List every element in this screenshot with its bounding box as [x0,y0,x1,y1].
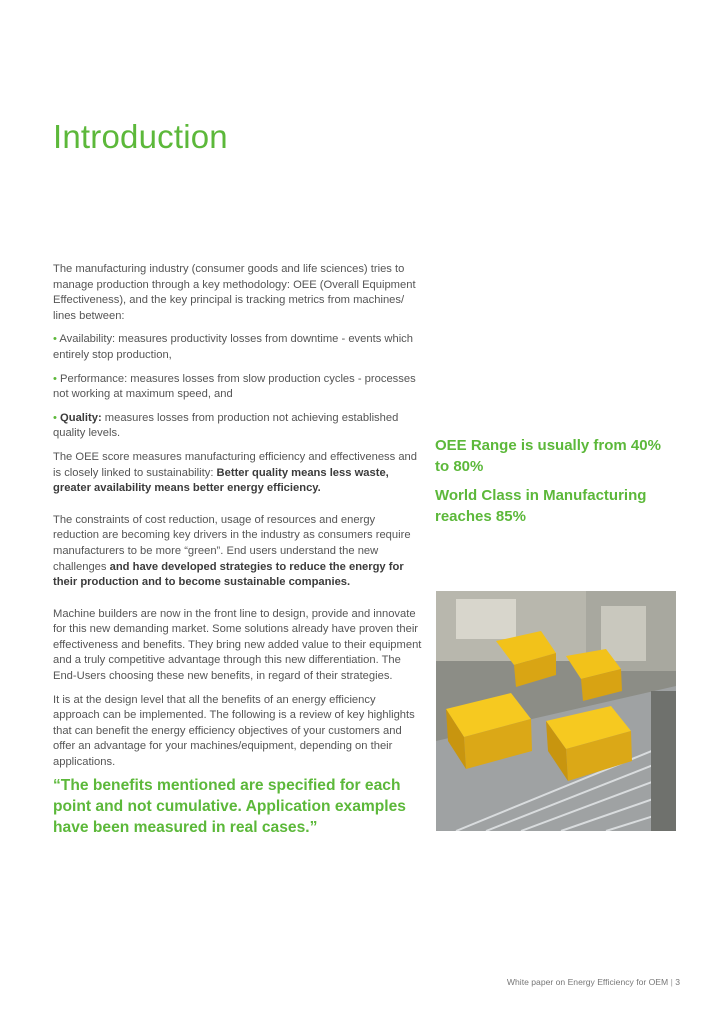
bullet-mark: • [53,372,57,385]
page-title: Introduction [53,118,228,155]
constraints-emphasis: and have developed strategies to reduce the energy for their production and to become sustainable companies. [53,560,404,589]
oee-score-paragraph [53,450,423,497]
production-line-photo [436,591,676,831]
page-footer [480,977,680,987]
availability-text: Availability: measures productivity losses from downtime - events which entirely stop production, [53,333,413,361]
sidebar-callout [435,435,675,535]
footer-separator: | [670,977,673,987]
oee-score-text: The OEE score measures manufacturing efficiency and effectiveness and is closely linked to sustainability: [53,450,417,479]
intro-paragraph: The manufacturing industry (consumer goods and life sciences) tries to manage production through a key methodology: OEE (Overall Equipment Effectiveness), and the key principal is tracking metrics from machines/ lines between: [53,263,416,322]
quality-label: Quality: [56,411,102,424]
performance-text: Performance: measures losses from slow production cycles - processes not working at maximum speed, and [53,372,416,401]
oee-score-emphasis: Better quality means less waste, greater availability means better energy efficiency. [53,466,389,495]
body-column [53,262,423,779]
bullet-mark: • [53,333,57,346]
oee-range-callout: OEE Range is usually from 40% to 80% [435,437,661,475]
bullet-performance [53,372,423,403]
bullet-availability [53,332,423,363]
design-level-paragraph: It is at the design level that all the benefits of an energy efficiency approach can be implemented. The following is a review of key highlights that can benefit the energy efficiency objectives of your customers and offer an advantage for your machines/equipment, depending on their applications. [53,693,415,769]
constraints-text: The constraints of cost reduction, usage of resources and energy reduction are becoming key drivers in the industry as consumers require manufacturers to be more “green”. End users understand the new challenges [53,513,411,573]
constraints-paragraph [53,513,423,591]
pull-quote: “The benefits mentioned are specified for each point and not cumulative. Application examples have been measured in real cases.” [53,777,406,836]
bullet-quality [53,411,423,442]
quality-text: measures losses from production not achieving established quality levels. [53,411,399,440]
machine-builders-paragraph: Machine builders are now in the front line to design, provide and innovate for this new demanding market. Some solutions already have proven their effectiveness and benefits. They bring new added value to their equipment and a truly competitive advantage through this new differentiation. The End-Users choosing these new benefits, in regard of their strategies. [53,607,422,683]
footer-title: White paper on Energy Efficiency for OEM [506,977,669,987]
world-class-callout: World Class in Manufacturing reaches 85% [435,487,647,525]
page-number: 3 [675,977,680,987]
bullet-mark: • [53,411,57,424]
